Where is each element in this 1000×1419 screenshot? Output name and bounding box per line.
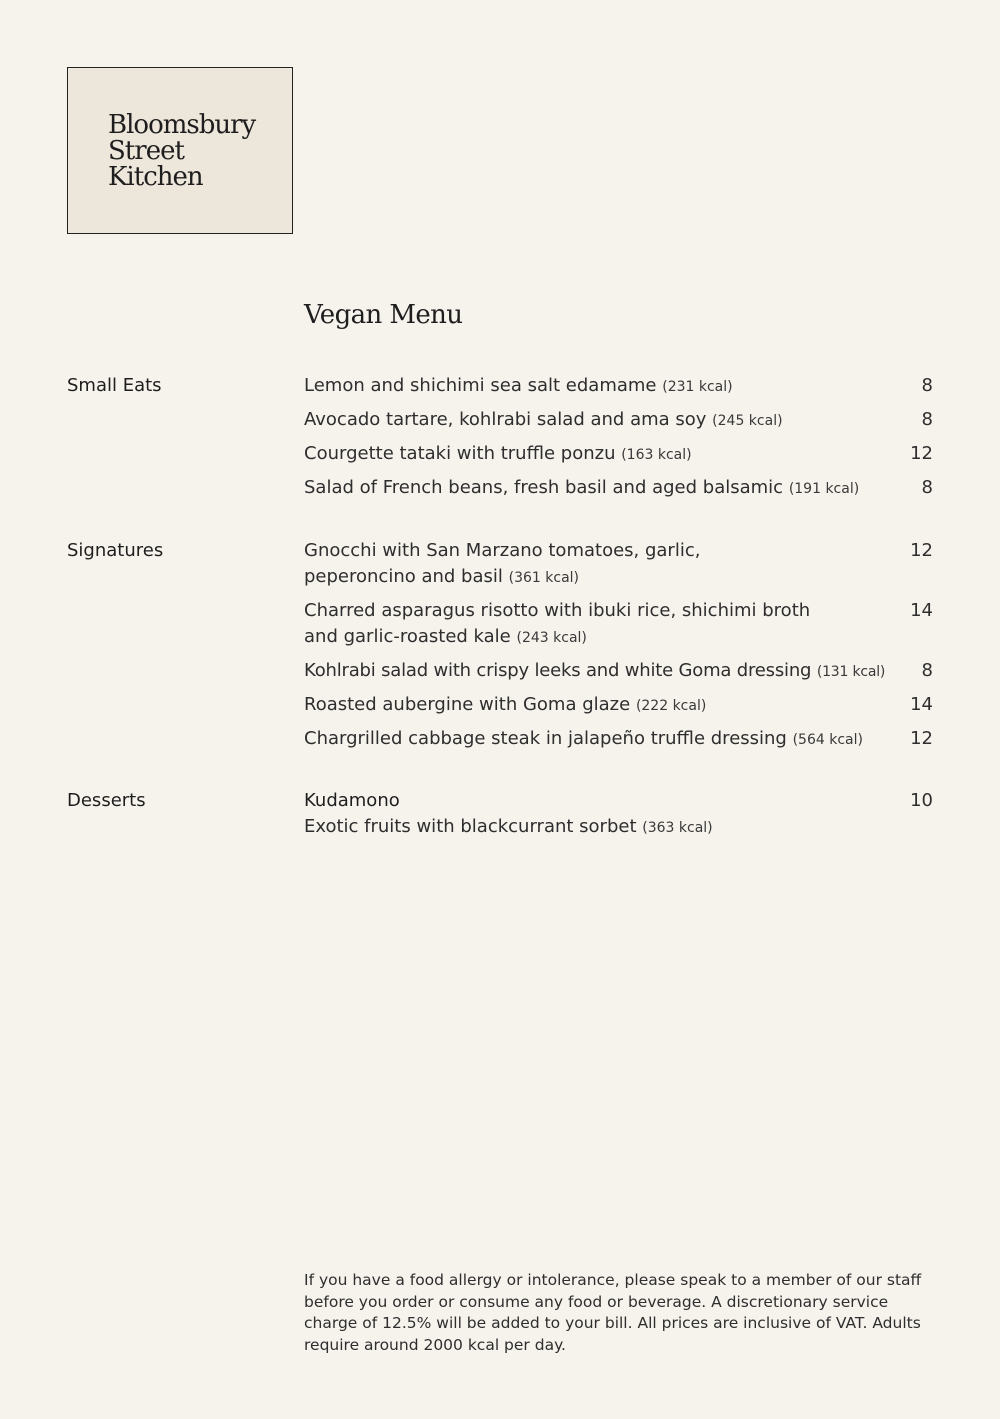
item-description: Gnocchi with San Marzano tomatoes, garlic, peperoncino and basil bbox=[304, 540, 701, 587]
item-price: 14 bbox=[910, 694, 933, 715]
item-kcal: (163 kcal) bbox=[621, 447, 692, 463]
restaurant-logo bbox=[67, 67, 293, 234]
item-description-line bbox=[304, 407, 884, 434]
item-description-line bbox=[304, 726, 884, 753]
logo-line: Street bbox=[108, 136, 184, 166]
section-label: Signatures bbox=[67, 540, 164, 561]
menu-item bbox=[304, 598, 933, 651]
logo-line: Kitchen bbox=[108, 162, 203, 192]
menu-title: Vegan Menu bbox=[304, 300, 463, 330]
item-price: 8 bbox=[921, 375, 933, 396]
item-price: 8 bbox=[921, 409, 933, 430]
menu-item bbox=[304, 726, 933, 753]
menu-item bbox=[304, 407, 933, 434]
item-kcal: (243 kcal) bbox=[516, 630, 587, 646]
item-description-line bbox=[304, 373, 884, 400]
item-description-line bbox=[304, 814, 884, 841]
item-kcal: (191 kcal) bbox=[788, 481, 860, 497]
logo-wordmark bbox=[108, 112, 255, 190]
item-description: Roasted aubergine with Goma glaze bbox=[304, 694, 631, 715]
menu-item bbox=[304, 538, 933, 591]
item-description-line bbox=[304, 692, 884, 719]
item-price: 8 bbox=[921, 477, 933, 498]
section-items bbox=[304, 538, 933, 760]
item-price: 12 bbox=[910, 728, 933, 749]
item-description: Lemon and shichimi sea salt edamame bbox=[304, 375, 657, 396]
item-price: 10 bbox=[910, 790, 933, 811]
section-items bbox=[304, 788, 933, 848]
item-description: Avocado tartare, kohlrabi salad and ama soy bbox=[304, 409, 707, 430]
item-description-line bbox=[304, 538, 814, 591]
item-price: 14 bbox=[910, 600, 933, 621]
logo-line: Bloomsbury bbox=[108, 110, 256, 140]
item-description: Kohlrabi salad with crispy leeks and white Goma dressing bbox=[304, 660, 812, 681]
menu-item bbox=[304, 692, 933, 719]
item-description-line bbox=[304, 658, 894, 685]
section-label: Small Eats bbox=[67, 375, 162, 396]
item-kcal: (361 kcal) bbox=[508, 570, 579, 586]
menu-item bbox=[304, 788, 933, 841]
item-kcal: (231 kcal) bbox=[662, 379, 733, 395]
menu-item bbox=[304, 658, 933, 685]
item-kcal: (131 kcal) bbox=[816, 664, 886, 680]
item-price: 12 bbox=[910, 540, 933, 561]
item-name: Kudamono bbox=[304, 790, 400, 811]
item-kcal: (245 kcal) bbox=[712, 413, 783, 429]
item-kcal: (564 kcal) bbox=[792, 732, 863, 748]
item-description: Exotic fruits with blackcurrant sorbet bbox=[304, 816, 637, 837]
item-price: 8 bbox=[921, 660, 933, 681]
item-price: 12 bbox=[910, 443, 933, 464]
menu-item bbox=[304, 373, 933, 400]
section-items bbox=[304, 373, 933, 509]
item-description: Chargrilled cabbage steak in jalapeño truffle dressing bbox=[304, 728, 787, 749]
item-description-line bbox=[304, 598, 814, 651]
section-label: Desserts bbox=[67, 790, 146, 811]
item-kcal: (363 kcal) bbox=[642, 820, 713, 836]
item-description: Courgette tataki with truffle ponzu bbox=[304, 443, 616, 464]
item-description-line bbox=[304, 475, 884, 502]
item-description: Charred asparagus risotto with ibuki rice, shichimi broth and garlic-roasted kale bbox=[304, 600, 811, 647]
menu-item bbox=[304, 475, 933, 502]
item-description-line bbox=[304, 441, 884, 468]
allergy-and-service-note: If you have a food allergy or intolerance, please speak to a member of our staff before you order or consume any food or beverage. A discretionary service charge of 12.5% will be added to your bill. All prices are inclusive of VAT. Adults require around 2000 kcal per day. bbox=[304, 1271, 922, 1354]
item-kcal: (222 kcal) bbox=[635, 698, 707, 714]
item-description: Salad of French beans, fresh basil and aged balsamic bbox=[304, 477, 784, 498]
menu-item bbox=[304, 441, 933, 468]
